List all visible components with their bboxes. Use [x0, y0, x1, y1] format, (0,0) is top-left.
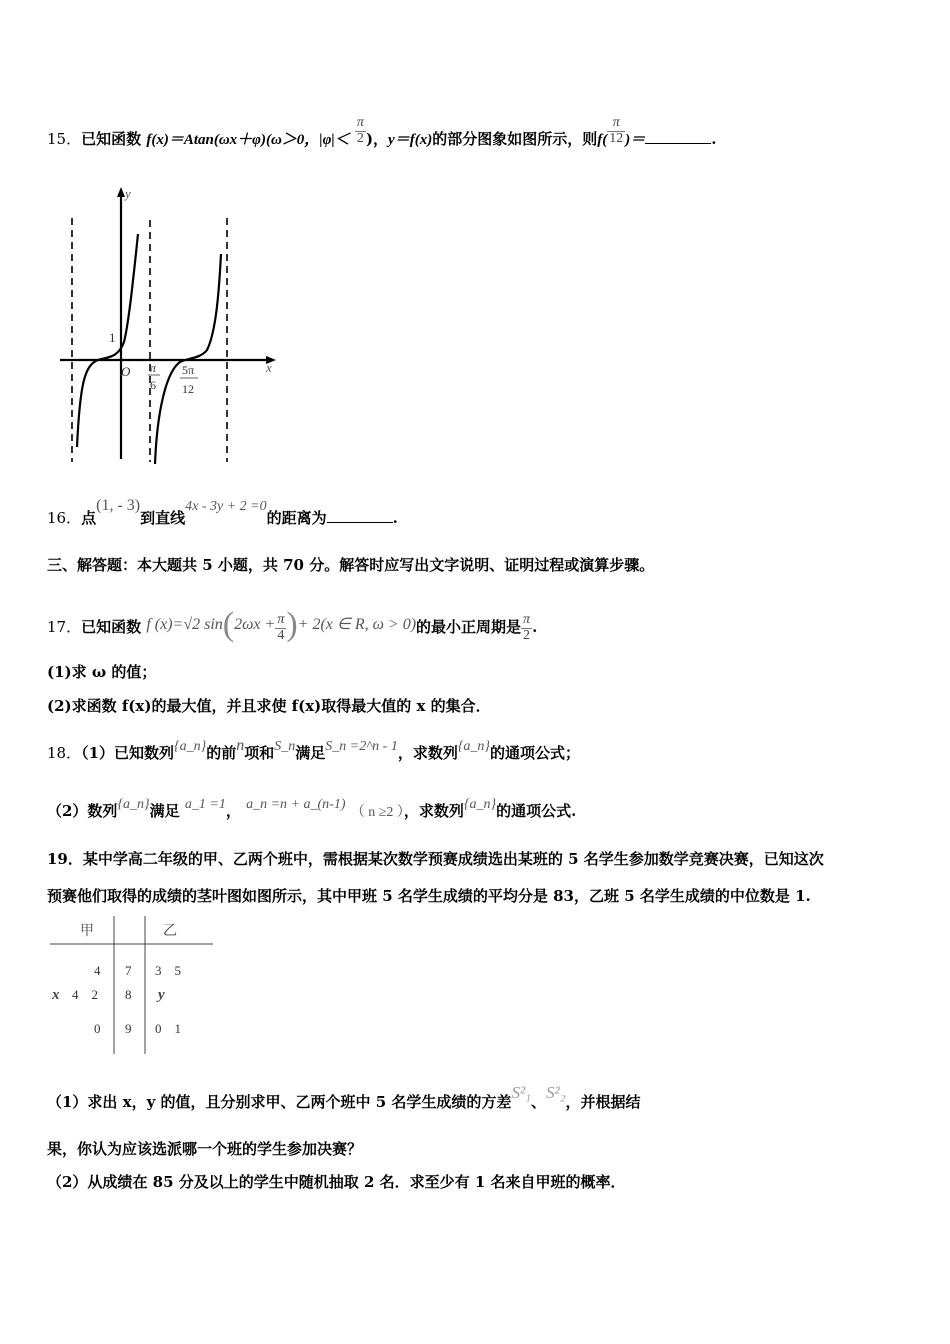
- row2-x: x: [52, 987, 60, 1003]
- pi6-top: π: [150, 361, 157, 375]
- q18-p1-b: 的前: [206, 744, 237, 762]
- head-jia: 甲: [80, 923, 94, 939]
- q17-text-a: 已知函数: [81, 618, 142, 636]
- row3-stem: 9: [125, 1021, 132, 1036]
- q18-sn-formula: S_n =2^n - 1: [325, 739, 398, 754]
- q18-p2-d: ，求数列: [403, 802, 464, 820]
- fivepi12-bottom: 12: [182, 382, 194, 396]
- q16-number: 16．: [47, 509, 82, 527]
- q18-p1-e: ，求数列: [397, 744, 458, 762]
- y-axis-arrow: [117, 187, 125, 197]
- y-label: y: [125, 186, 131, 201]
- q18-p2-a: （2）数列: [47, 802, 118, 820]
- q17-two: 2: [523, 627, 531, 643]
- q16-point: (1, - 3): [96, 497, 141, 514]
- q19-s1: S²₁: [511, 1083, 531, 1102]
- q18-an-4: {a_n}: [463, 797, 497, 812]
- q17-paren-close: ): [286, 606, 298, 643]
- q16-answer-blank[interactable]: [327, 522, 393, 523]
- curve-left-branch: [77, 234, 138, 447]
- head-yi: 乙: [163, 923, 177, 939]
- q18-recur: a_n =n + a_(n-1): [246, 797, 346, 812]
- q15-end: .: [711, 130, 717, 149]
- q17-pi-over-2: [521, 613, 532, 643]
- q16-text-c: 的距离为: [266, 509, 327, 527]
- q15-text-a: 已知函数: [81, 130, 142, 149]
- section3-heading: 三、解答题：本大题共 5 小题，共 70 分。解答时应写出文字说明、证明过程或演算步骤。: [47, 556, 655, 574]
- q17-formula-right: + 2(x ∈ R, ω > 0): [297, 616, 417, 633]
- q19-sep: 、: [530, 1093, 546, 1111]
- q19-p1-c: 果，你认为应该选派哪一个班的学生参加决赛？: [47, 1140, 363, 1158]
- q18-n: n: [236, 737, 245, 754]
- row1-right: 3 5: [155, 963, 181, 978]
- q19-part1: [47, 1083, 641, 1112]
- q19-line2: 预赛他们取得的成绩的茎叶图如图所示，其中甲班 5 名学生成绩的平均分是 83，乙班 5 名学生成绩的中位数是 1.: [47, 887, 811, 905]
- q15-pi-over-2: [355, 116, 366, 146]
- q17-four: 4: [277, 627, 285, 643]
- q19-p1-b: ，并根据结: [565, 1093, 641, 1111]
- q18-number: 18．: [47, 744, 82, 762]
- q18-p1-a: （1）已知数列: [81, 744, 175, 762]
- q16-end: .: [392, 509, 398, 527]
- q15-graph-ref: y＝f(x): [388, 132, 433, 149]
- q18-an-1: {a_n}: [174, 739, 207, 754]
- q15-pi-2: π: [607, 116, 625, 132]
- tan-graph: [40, 182, 290, 472]
- q18-sn: S_n: [274, 739, 296, 754]
- q15-answer-blank[interactable]: [645, 143, 711, 144]
- pi6-bottom: 6: [150, 378, 156, 392]
- q15-pi-over-12: [607, 116, 625, 146]
- q16-text-a: 点: [81, 509, 97, 527]
- q15-f-open: f(: [597, 132, 608, 149]
- row1-left: 4: [94, 963, 101, 978]
- q16-line: [47, 497, 398, 528]
- q17-sub2: (2)求函数 f(x)的最大值，并且求使 f(x)取得最大值的 x 的集合．: [47, 697, 491, 715]
- q18-a1: a_1 =1: [184, 797, 226, 812]
- q18-part1: [47, 737, 581, 763]
- q16-line-eq: 4x - 3y + 2 =0: [185, 499, 267, 514]
- row2-left: 4 2: [72, 987, 98, 1002]
- q18-part2: [47, 797, 577, 821]
- q18-an-3: {a_n}: [117, 797, 150, 812]
- q17-pi: π: [277, 611, 285, 627]
- q18-an-2: {a_n}: [457, 739, 491, 754]
- row3-left: 0: [94, 1021, 101, 1036]
- q17-formula-left: f (x)=√2 sin: [146, 616, 223, 633]
- q16-text-b: 到直线: [140, 509, 186, 527]
- row2-stem: 8: [125, 987, 132, 1002]
- q15-func: f(x)＝Atan(ωx＋φ)(ω＞0，|φ|＜: [146, 132, 350, 149]
- q17-text-b: 的最小正周期是: [416, 618, 522, 636]
- stem-leaf-plot: [45, 915, 220, 1057]
- row2-y: y: [158, 987, 165, 1003]
- q18-p2-e: 的通项公式.: [496, 802, 577, 820]
- q15-line: [47, 115, 717, 155]
- q17-paren-open: (: [222, 606, 235, 643]
- q17-pi-over-4: [275, 613, 286, 643]
- q19-p1-a: （1）求出 x，y 的值，且分别求甲、乙两个班中 5 名学生成绩的方差: [47, 1093, 512, 1111]
- row3-right: 0 1: [155, 1021, 181, 1036]
- q19-line1: 19．某中学高二年级的甲、乙两个班中，需根据某次数学预赛成绩选出某班的 5 名学生参加数学竞赛决赛，已知这次: [47, 850, 824, 868]
- q18-p2-b: 满足: [149, 802, 180, 820]
- q18-cond: （ n ≥2 ）: [350, 805, 404, 820]
- q15-twelve: 12: [609, 130, 624, 146]
- q17-pi2: π: [523, 611, 531, 627]
- q15-text-c: 的部分图象如图所示，则: [432, 130, 598, 149]
- q17-sub1: (1)求 ω 的值；: [47, 663, 157, 681]
- q18-p2-c: ，: [225, 802, 241, 820]
- q15-number: 15．: [47, 130, 82, 149]
- q17-number: 17．: [47, 618, 82, 636]
- q17-line: [47, 603, 537, 643]
- q18-p1-f: 的通项公式；: [490, 744, 581, 762]
- x-label: x: [266, 360, 272, 375]
- q17-end: .: [532, 618, 538, 636]
- q15-f-close: )＝: [625, 132, 646, 149]
- q19-s2: S²₂: [545, 1083, 566, 1102]
- q17-inner: 2ωx +: [234, 616, 276, 633]
- q15-pi: π: [356, 115, 364, 130]
- q19-part2: （2）从成绩在 85 分及以上的学生中随机抽取 2 名．求至少有 1 名来自甲班的概率．: [47, 1173, 626, 1191]
- origin-label: O: [121, 364, 131, 379]
- one-label: 1: [109, 330, 116, 345]
- q18-p1-c: 项和: [244, 744, 275, 762]
- q18-p1-d: 满足: [295, 744, 326, 762]
- fivepi12-top: 5π: [182, 363, 195, 377]
- row1-stem: 7: [125, 963, 132, 978]
- q15-text-b: )，: [365, 130, 389, 149]
- q15-two: 2: [356, 130, 364, 146]
